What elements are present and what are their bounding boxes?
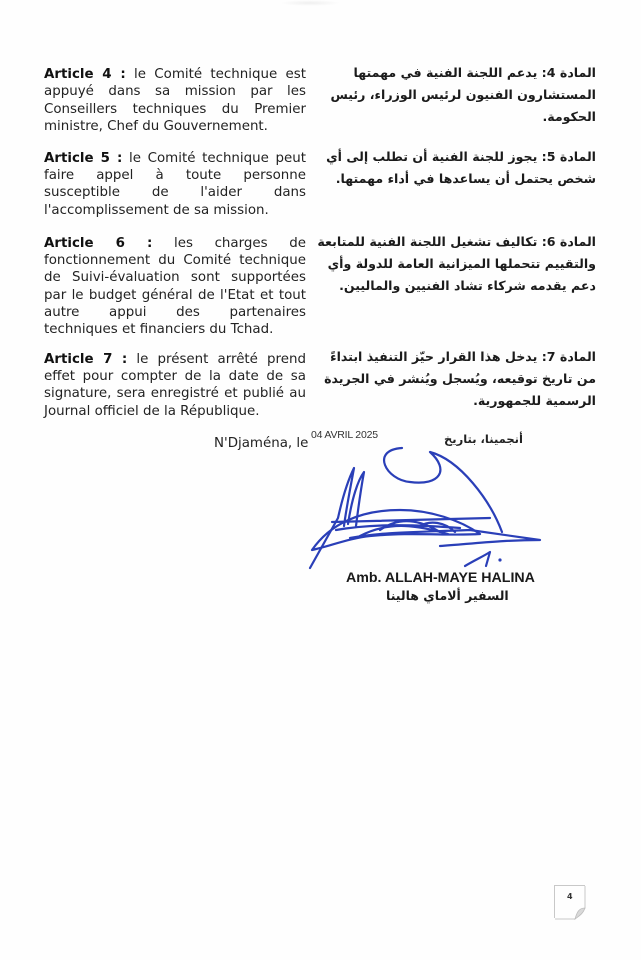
date-stamp: 04 AVRIL 2025	[311, 429, 378, 441]
article-7-label: Article 7 :	[44, 352, 128, 367]
article-7-ar: المادة 7: يدخل هذا القرار حيّز التنفيذ ابتداءً من تاريخ توقيعه، ويُسجل ويُنشر في الجريدة الرسمية للجمهورية.	[324, 349, 596, 408]
article-4-text: le Comité technique est appuyé dans sa mission par les Conseillers techniques du Premier ministre, Chef du Gouvernement.	[44, 67, 306, 135]
article-6-ar: المادة 6: تكاليف تشغيل اللجنة الفنية للمتابعة والتقييم تتحملها الميزانية العامة للدولة وأي دعم يقدمه شركاء تشاد الفنيين والماليين.	[317, 234, 596, 293]
article-6-text: les charges de fonctionnement du Comité technique de Suivi-évaluation sont supportées par le budget général de l'Etat et tout autre appui des partenaires techniques et financiers du Tchad.	[44, 236, 306, 338]
signatory-name-fr: Amb. ALLAH-MAYE HALINA	[346, 570, 535, 586]
page-number-box	[554, 885, 585, 918]
article-5-fr	[44, 150, 306, 219]
scan-smudge	[280, 0, 340, 6]
place-date-ar: أنجمينا، بتاريخ	[444, 432, 523, 446]
article-7-fr	[44, 351, 306, 420]
signatory-name-ar: السفير ألاماي هالينا	[386, 588, 509, 603]
page-curl-icon	[555, 886, 587, 920]
place-date-fr: N'Djaména, le	[214, 436, 309, 451]
article-5-text: le Comité technique peut faire appel à toute personne susceptible de l'aider dans l'accomplissement de sa mission.	[44, 151, 306, 218]
article-5-label: Article 5 :	[44, 151, 123, 166]
article-6-label: Article 6 :	[44, 236, 153, 251]
article-4-label: Article 4 :	[44, 67, 126, 82]
handwritten-signature	[290, 440, 550, 570]
article-6-fr	[44, 235, 306, 338]
article-5-ar: المادة 5: يجوز للجنة الفنية أن تطلب إلى أي شخص يحتمل أن يساعدها في أداء مهمتها.	[326, 149, 596, 186]
page-number: 4	[567, 892, 573, 901]
article-4-fr	[44, 66, 306, 136]
article-7-text: le présent arrêté prend effet pour compter de la date de sa signature, sera enregistré et publié au Journal officiel de la République.	[44, 352, 306, 419]
article-4-ar: المادة 4: يدعم اللجنة الفنية في مهمتها المستشارون الفنيون لرئيس الوزراء، رئيس الحكومة.	[330, 65, 596, 124]
